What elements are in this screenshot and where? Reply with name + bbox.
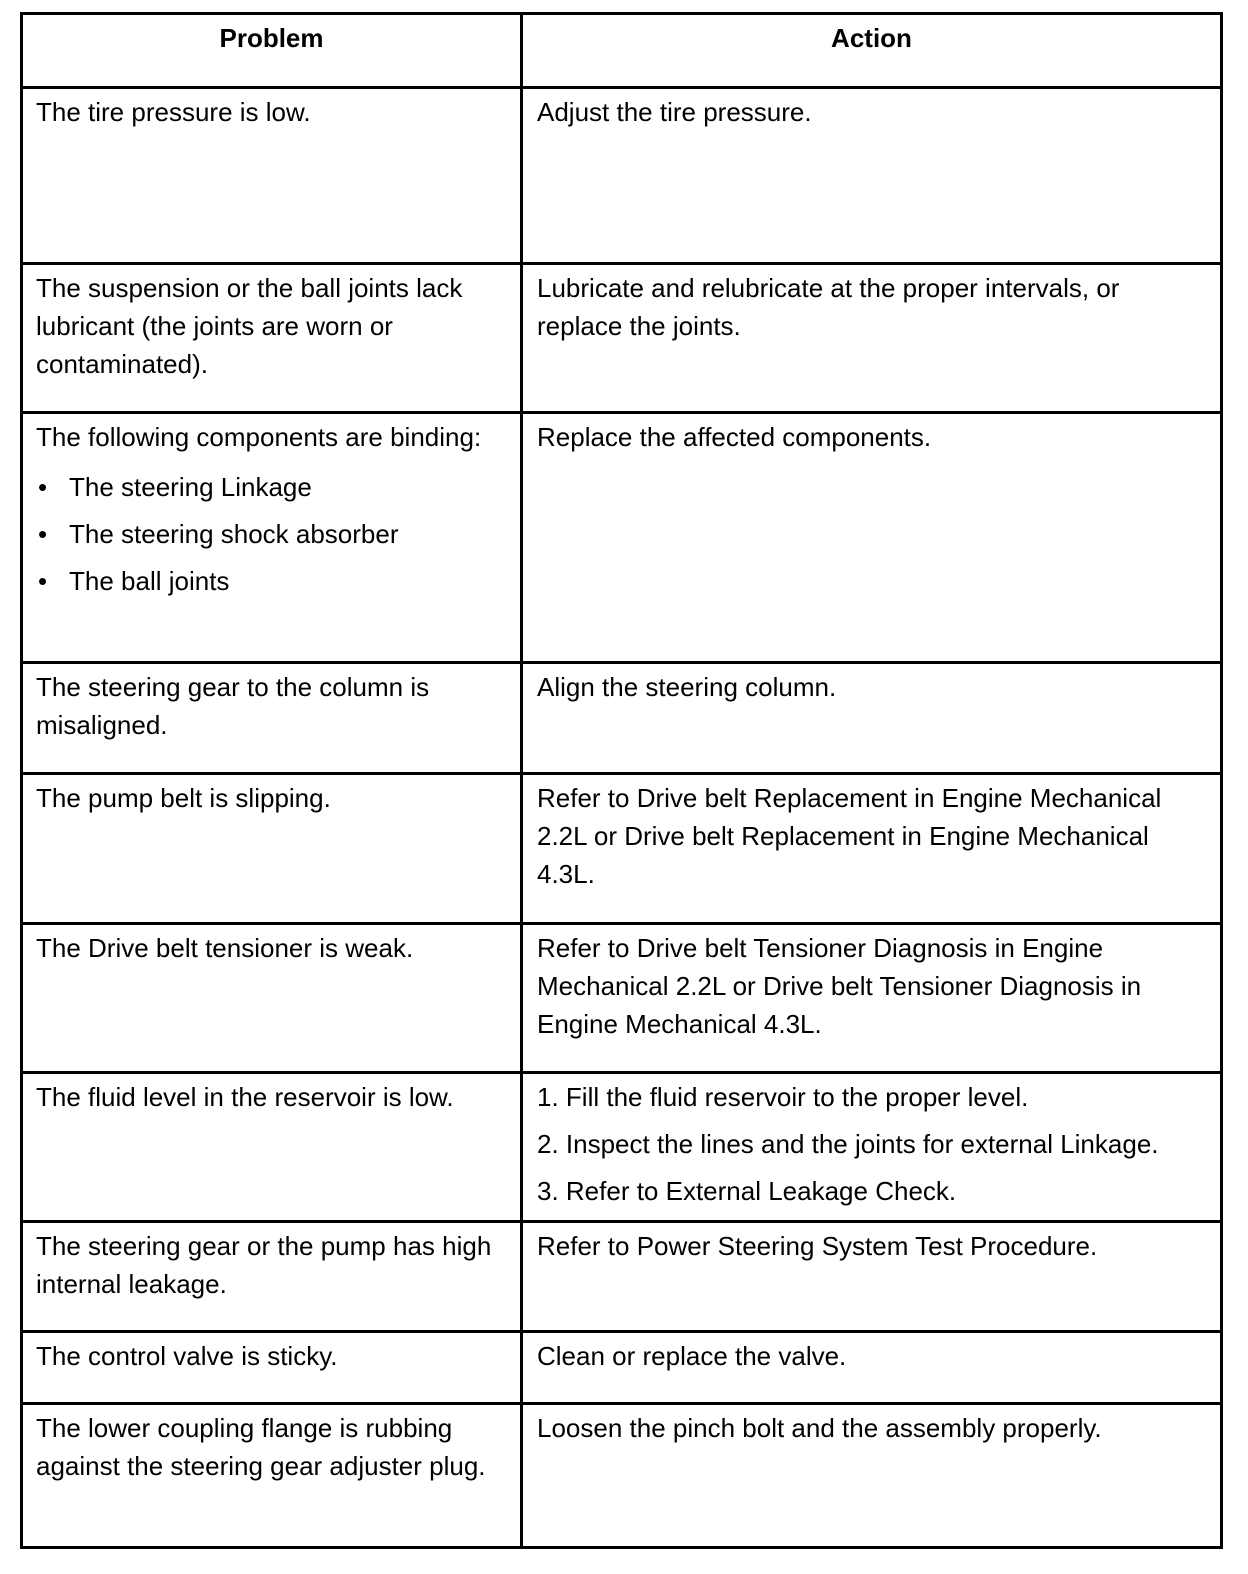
bullet-list (36, 468, 510, 600)
step-list (537, 1078, 1210, 1210)
action-cell: Loosen the pinch bolt and the assembly properly. (522, 1404, 1222, 1548)
action-cell: Lubricate and relubricate at the proper intervals, or replace the joints. (522, 264, 1222, 413)
problem-cell: The suspension or the ball joints lack lubricant (the joints are worn or contaminated). (22, 264, 522, 413)
problem-cell: The pump belt is slipping. (22, 774, 522, 924)
action-cell: Adjust the tire pressure. (522, 88, 1222, 264)
table-row (22, 1073, 1222, 1222)
diagnostic-table (20, 12, 1223, 1549)
problem-cell: The steering gear to the column is misaligned. (22, 663, 522, 774)
problem-cell: The fluid level in the reservoir is low. (22, 1073, 522, 1222)
problem-cell: The lower coupling flange is rubbing against the steering gear adjuster plug. (22, 1404, 522, 1548)
action-cell (522, 1073, 1222, 1222)
list-item: • The steering shock absorber (36, 515, 510, 553)
action-cell: Align the steering column. (522, 663, 1222, 774)
action-cell: Refer to Drive belt Replacement in Engine Mechanical 2.2L or Drive belt Replacement in Engine Mechanical 4.3L. (522, 774, 1222, 924)
action-cell: Refer to Power Steering System Test Procedure. (522, 1222, 1222, 1332)
header-action: Action (522, 14, 1222, 88)
problem-cell: The control valve is sticky. (22, 1332, 522, 1404)
table-row (22, 88, 1222, 264)
table-row (22, 924, 1222, 1073)
table-header-row (22, 14, 1222, 88)
problem-cell (22, 413, 522, 663)
list-item: 3. Refer to External Leakage Check. (537, 1176, 957, 1206)
table-row (22, 1404, 1222, 1548)
action-cell: Replace the affected components. (522, 413, 1222, 663)
list-item: • The steering Linkage (36, 468, 510, 506)
problem-text: The following components are binding: (36, 422, 482, 452)
problem-cell: The Drive belt tensioner is weak. (22, 924, 522, 1073)
action-cell: Refer to Drive belt Tensioner Diagnosis in Engine Mechanical 2.2L or Drive belt Tensioner Diagnosis in Engine Mechanical 4.3L. (522, 924, 1222, 1073)
action-cell: Clean or replace the valve. (522, 1332, 1222, 1404)
table-row (22, 413, 1222, 663)
header-problem: Problem (22, 14, 522, 88)
table-row (22, 774, 1222, 924)
table-row (22, 1222, 1222, 1332)
problem-cell: The steering gear or the pump has high internal leakage. (22, 1222, 522, 1332)
list-item: • The ball joints (36, 562, 510, 600)
table-row (22, 264, 1222, 413)
list-item: 1. Fill the fluid reservoir to the proper level. (537, 1082, 1029, 1112)
list-item: 2. Inspect the lines and the joints for external Linkage. (537, 1129, 1159, 1159)
diagnostic-table-page (20, 12, 1220, 1549)
table-row (22, 1332, 1222, 1404)
table-row (22, 663, 1222, 774)
problem-cell: The tire pressure is low. (22, 88, 522, 264)
